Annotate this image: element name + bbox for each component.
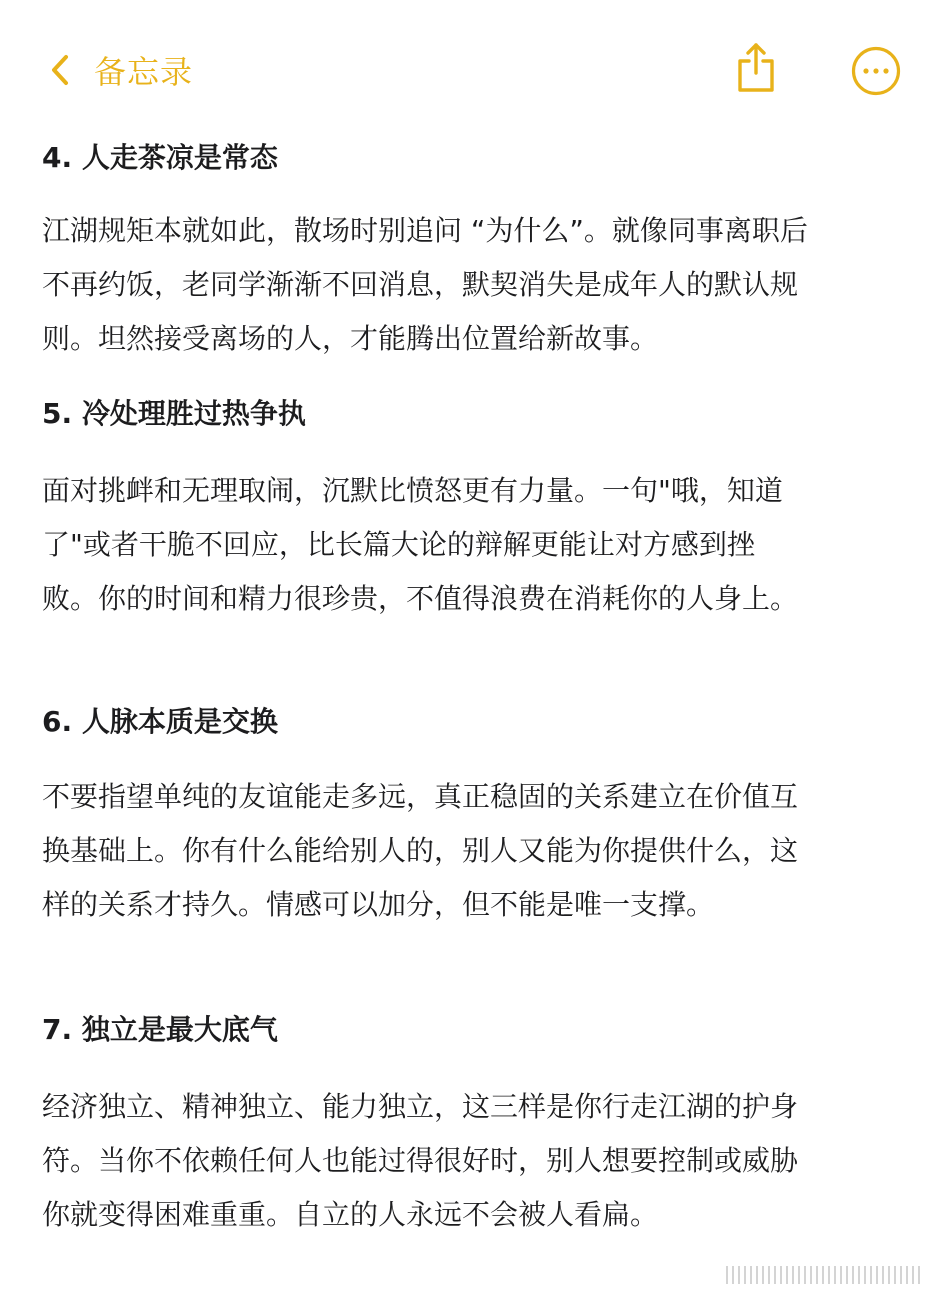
paragraph-line: 败。你的时间和精力很珍贵，不值得浪费在消耗你的人身上。 bbox=[42, 582, 799, 615]
section-heading: 6. 人脉本质是交换 bbox=[42, 705, 278, 738]
section-paragraph bbox=[42, 464, 912, 626]
share-icon[interactable] bbox=[734, 42, 778, 94]
paragraph-line: 不再约饭，老同学渐渐不回消息，默契消失是成年人的默认规 bbox=[42, 268, 799, 301]
paragraph-line: 则。坦然接受离场的人，才能腾出位置给新故事。 bbox=[42, 322, 659, 355]
section-paragraph bbox=[42, 1080, 912, 1242]
section-heading: 5. 冷处理胜过热争执 bbox=[42, 397, 306, 430]
section-heading: 7. 独立是最大底气 bbox=[42, 1013, 278, 1046]
paragraph-line: 不要指望单纯的友谊能走多远，真正稳固的关系建立在价值互 bbox=[42, 780, 799, 813]
section-paragraph bbox=[42, 770, 912, 932]
section-paragraph bbox=[42, 204, 912, 366]
navigation-bar bbox=[0, 0, 940, 130]
back-button[interactable] bbox=[46, 44, 193, 96]
paragraph-line: 面对挑衅和无理取闹，沉默比愤怒更有力量。一句"哦，知道 bbox=[42, 474, 783, 507]
paragraph-line: 经济独立、精神独立、能力独立，这三样是你行走江湖的护身 bbox=[42, 1090, 799, 1123]
ellipsis-circle-icon[interactable] bbox=[851, 46, 901, 96]
paragraph-line: 符。当你不依赖任何人也能过得很好时，别人想要控制或威胁 bbox=[42, 1144, 799, 1177]
chevron-left-icon bbox=[46, 52, 74, 88]
watermark-pattern bbox=[726, 1266, 920, 1284]
paragraph-line: 换基础上。你有什么能给别人的，别人又能为你提供什么，这 bbox=[42, 834, 799, 867]
paragraph-line: 了"或者干脆不回应，比长篇大论的辩解更能让对方感到挫 bbox=[42, 528, 755, 561]
paragraph-line: 样的关系才持久。情感可以加分，但不能是唯一支撑。 bbox=[42, 888, 715, 921]
section-heading: 4. 人走茶凉是常态 bbox=[42, 141, 278, 174]
paragraph-line: 你就变得困难重重。自立的人永远不会被人看扁。 bbox=[42, 1198, 659, 1231]
paragraph-line: 江湖规矩本就如此，散场时别追问 “为什么”。就像同事离职后 bbox=[42, 214, 808, 247]
back-button-label: 备忘录 bbox=[94, 53, 194, 91]
